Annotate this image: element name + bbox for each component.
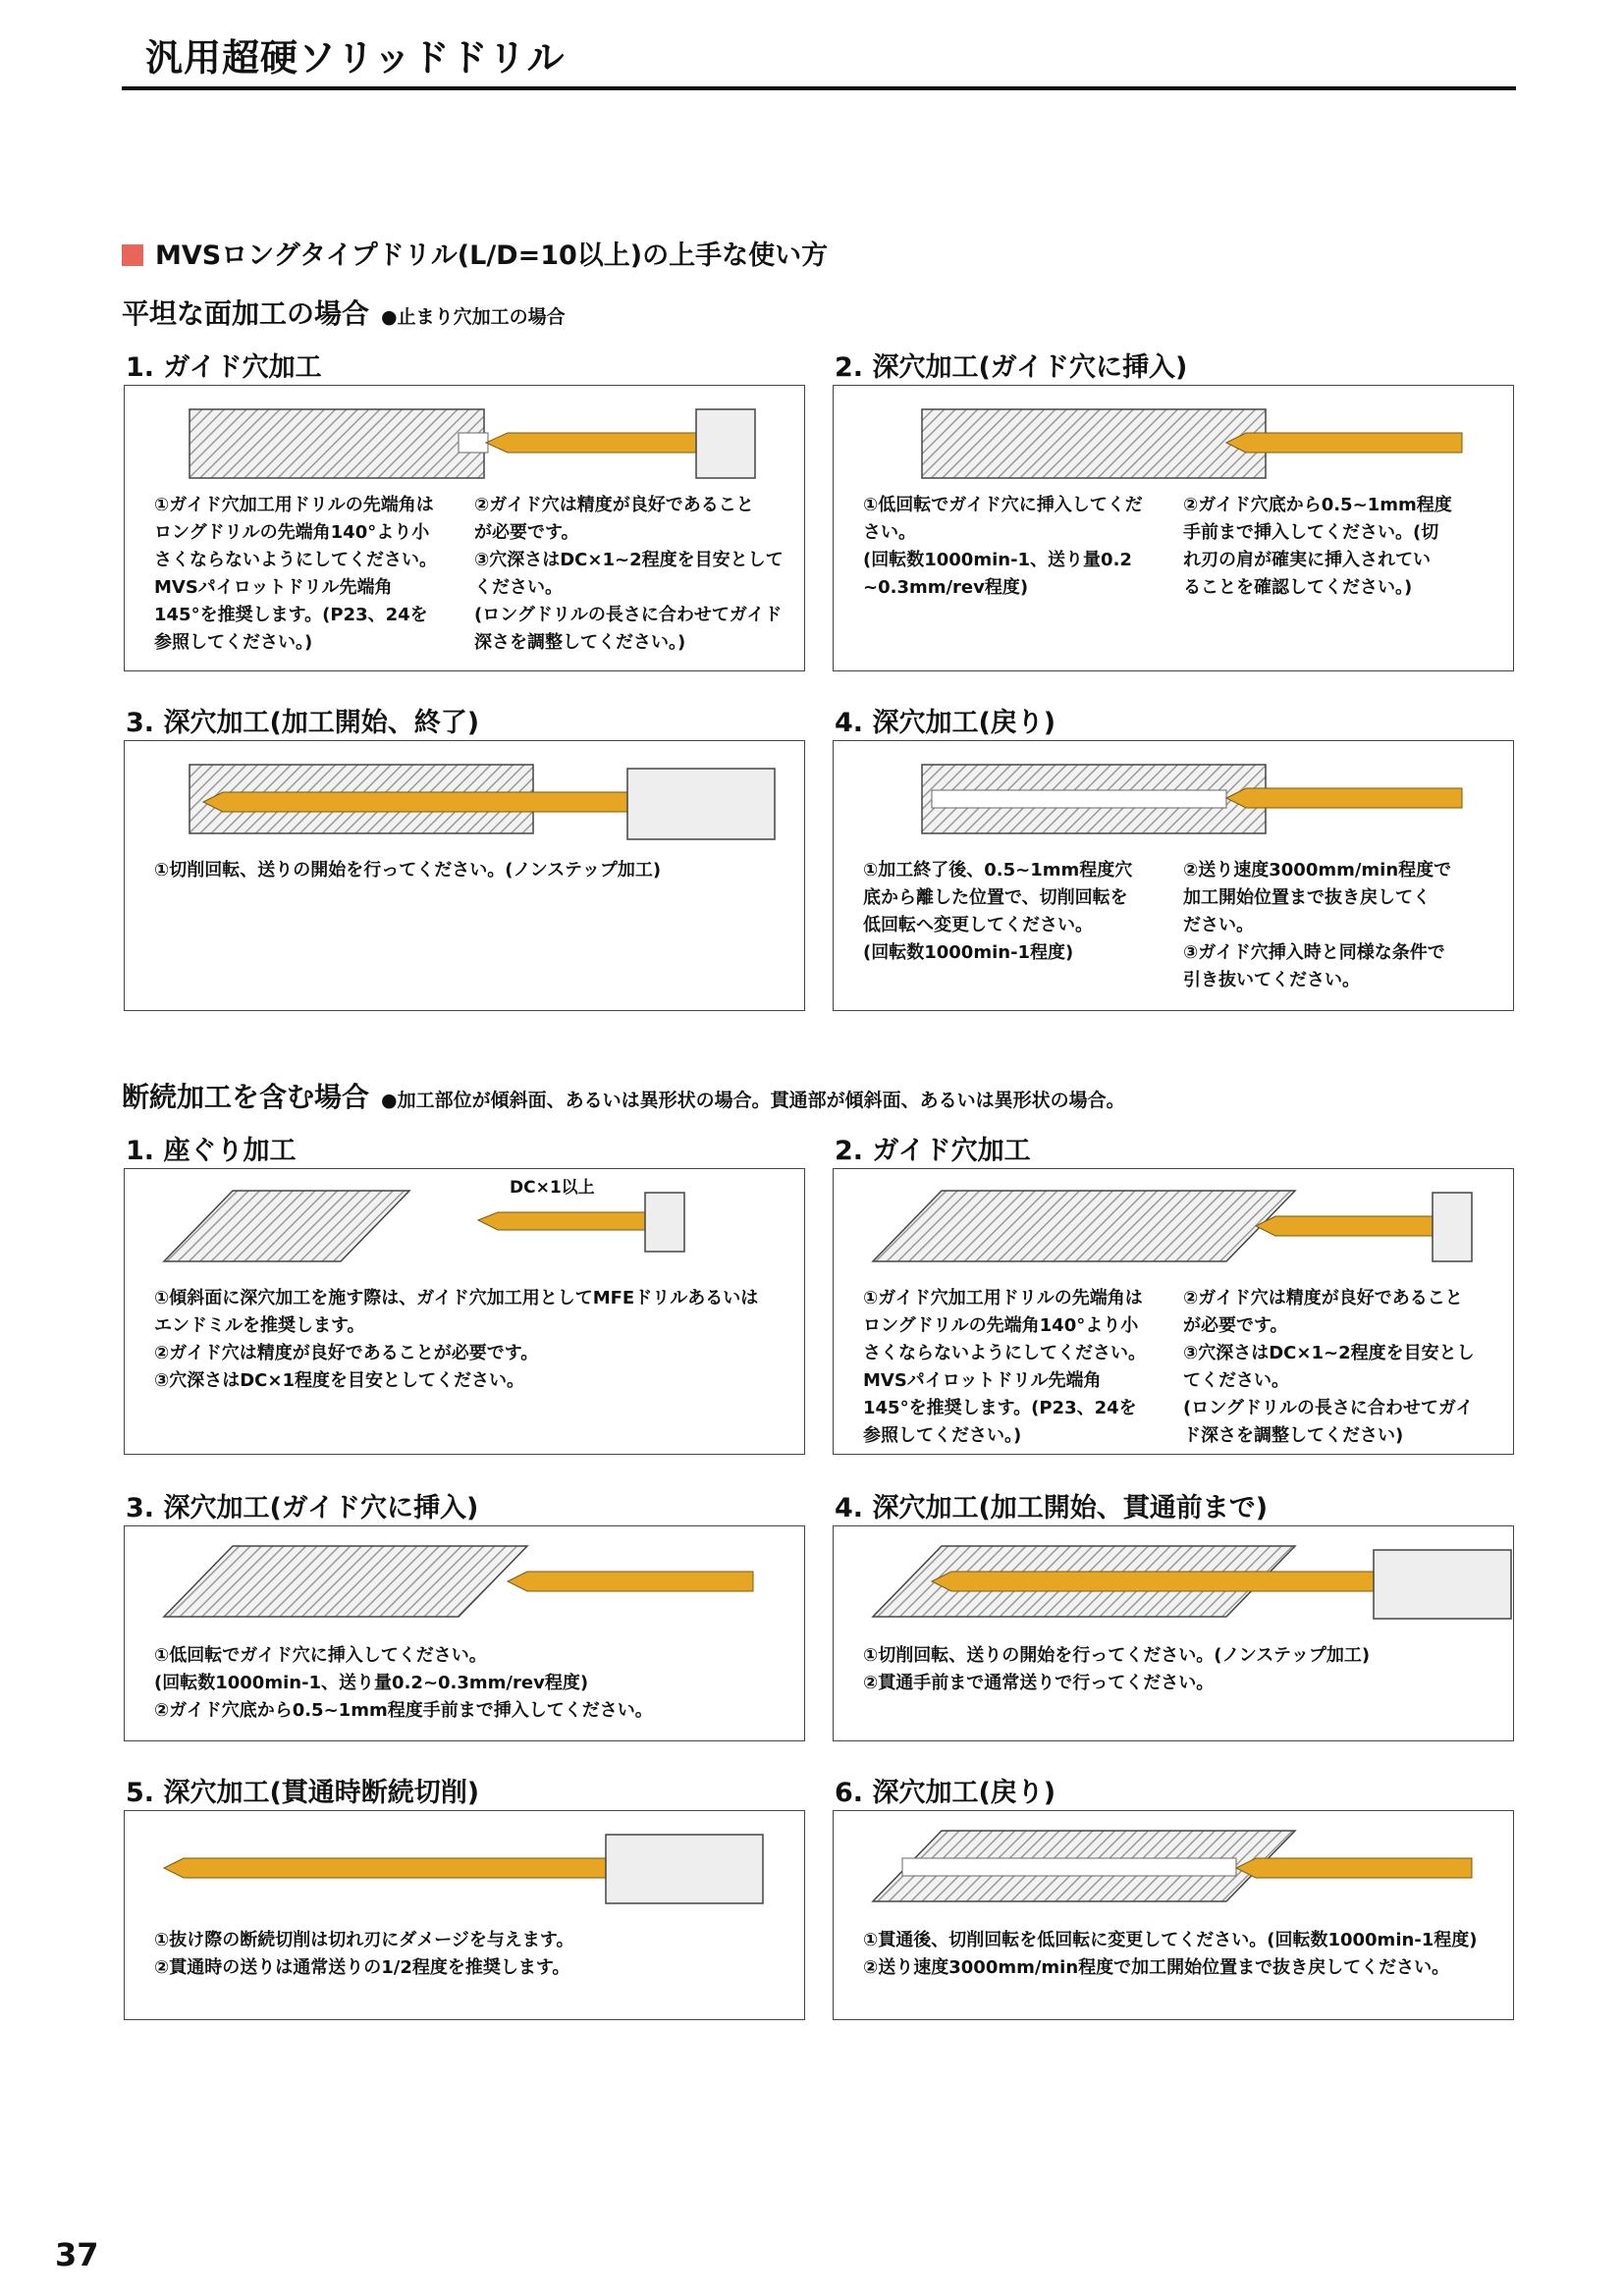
- flat-step-2-panel: [833, 385, 1514, 671]
- drill-body: [164, 1858, 616, 1878]
- drill-body: [1226, 788, 1462, 808]
- flat-step-4-left-note: ①加工終了後、0.5~1mm程度穴 底から離した位置で、切削回転を 低回転へ変更してください。 (回転数1000min-1程度): [863, 860, 1133, 963]
- int-step-3-note: ①低回転でガイド穴に挿入してください。 (回転数1000min-1、送り量0.2~0.3mm/rev程度) ②ガイド穴底から0.5~1mm程度手前まで挿入してください。: [154, 1645, 653, 1721]
- drill-holder: [1433, 1193, 1472, 1261]
- page-title: 汎用超硬ソリッドドリル: [145, 36, 566, 80]
- drill-body: [1236, 1858, 1472, 1878]
- case-flat-subtitle: ●止まり穴加工の場合: [381, 306, 566, 328]
- drill-body: [478, 1212, 655, 1230]
- flat-step-3-title: 3. 深穴加工(加工開始、終了): [126, 708, 480, 738]
- case-interrupted-heading: [122, 1076, 1125, 1115]
- int-step-5-note: ①抜け際の断続切削は切れ刃にダメージを与えます。 ②貫通時の送りは通常送りの1/2程度を推奨します。: [154, 1930, 574, 1978]
- int-step-3-title: 3. 深穴加工(ガイド穴に挿入): [126, 1493, 479, 1523]
- int-step-4-title: 4. 深穴加工(加工開始、貫通前まで): [835, 1493, 1269, 1523]
- int-step-2-panel: [833, 1168, 1514, 1455]
- drill-holder: [627, 769, 775, 839]
- int-step-3-figure: [125, 1526, 806, 1644]
- flat-step-1-right-note: ②ガイド穴は精度が良好であること が必要です。 ③穴深さはDC×1~2程度を目安として ください。 (ロングドリルの長さに合わせてガイド 深さを調整してください。): [474, 495, 784, 653]
- flat-step-2-title: 2. 深穴加工(ガイド穴に挿入): [835, 352, 1188, 383]
- flat-step-1-left-note: ①ガイド穴加工用ドリルの先端角は ロングドリルの先端角140°より小 さくならないようにしてください。 MVSパイロットドリル先端角 145°を推奨します。(P23、24を 参照してください。): [154, 495, 437, 653]
- workpiece-block: [922, 409, 1266, 478]
- sloped-workpiece: [164, 1546, 527, 1617]
- drill-body: [486, 433, 704, 453]
- section-marker-icon: [122, 244, 143, 266]
- int-step-3-panel: [124, 1525, 805, 1741]
- flat-step-2-right-note: ②ガイド穴底から0.5~1mm程度 手前まで挿入してください。(切 れ刃の肩が確実に挿入されてい ることを確認してください。): [1183, 495, 1452, 598]
- dc-depth-label: DC×1以上: [510, 1178, 595, 1198]
- drill-holder: [606, 1835, 763, 1903]
- int-step-5-figure: [125, 1811, 806, 1929]
- int-step-2-title: 2. ガイド穴加工: [835, 1136, 1031, 1166]
- int-step-1-panel: [124, 1168, 805, 1455]
- int-step-6-note: ①貫通後、切削回転を低回転に変更してください。(回転数1000min-1程度) ②送り速度3000mm/min程度で加工開始位置まで抜き戻してください。: [863, 1930, 1478, 1978]
- int-step-1-title: 1. 座ぐり加工: [126, 1136, 297, 1166]
- drilled-hole: [932, 790, 1226, 808]
- int-step-6-figure: [834, 1811, 1515, 1929]
- sloped-workpiece: [873, 1191, 1295, 1261]
- flat-step-4-title: 4. 深穴加工(戻り): [835, 708, 1056, 738]
- case-flat-title: 平坦な面加工の場合: [122, 297, 370, 330]
- int-step-5-title: 5. 深穴加工(貫通時断続切削): [126, 1778, 480, 1808]
- case-interrupted-title: 断続加工を含む場合: [122, 1081, 370, 1113]
- int-step-6-title: 6. 深穴加工(戻り): [835, 1778, 1056, 1808]
- drilled-hole: [902, 1858, 1236, 1876]
- int-step-1-note: ①傾斜面に深穴加工を施す際は、ガイド穴加工用としてMFEドリルあるいは エンドミルを推奨します。 ②ガイド穴は精度が良好であることが必要です。 ③穴深さはDC×1程度を目安としてください。: [154, 1288, 759, 1391]
- flat-step-4-right-note: ②送り速度3000mm/min程度で 加工開始位置まで抜き戻してく ださい。 ③ガイド穴挿入時と同様な条件で 引き抜いてください。: [1183, 860, 1452, 990]
- int-step-4-panel: [833, 1525, 1514, 1741]
- drill-body: [203, 792, 635, 812]
- workpiece-block: [189, 409, 484, 478]
- flat-step-1-title: 1. ガイド穴加工: [126, 352, 322, 383]
- case-interrupted-subtitle: ●加工部位が傾斜面、あるいは異形状の場合。貫通部が傾斜面、あるいは異形状の場合。: [381, 1090, 1125, 1111]
- int-step-2-left-note: ①ガイド穴加工用ドリルの先端角は ロングドリルの先端角140°より小 さくならないようにしてください。 MVSパイロットドリル先端角 145°を推奨します。(P23、24を 参照してください。): [863, 1288, 1146, 1446]
- int-step-4-figure: [834, 1526, 1515, 1644]
- flat-step-3-panel: [124, 740, 805, 1011]
- drill-body: [1226, 433, 1462, 453]
- drill-body: [932, 1572, 1383, 1591]
- int-step-4-note: ①切削回転、送りの開始を行ってください。(ノンステップ加工) ②貫通手前まで通常送りで行ってください。: [863, 1645, 1371, 1693]
- drill-holder: [645, 1193, 684, 1252]
- flat-step-4-panel: [833, 740, 1514, 1011]
- section-title: MVSロングタイプドリル(L/D=10以上)の上手な使い方: [155, 240, 829, 271]
- case-flat-heading: [122, 293, 566, 332]
- int-step-6-panel: [833, 1810, 1514, 2020]
- flat-step-1-panel: [124, 385, 805, 671]
- int-step-2-right-note: ②ガイド穴は精度が良好であること が必要です。 ③穴深さはDC×1~2程度を目安とし てください。 (ロングドリルの長さに合わせてガイ ド深さを調整してください): [1183, 1288, 1475, 1446]
- guide-hole: [459, 433, 488, 453]
- title-rule: [122, 86, 1516, 90]
- flat-step-3-note: ①切削回転、送りの開始を行ってください。(ノンステップ加工): [154, 860, 662, 881]
- flat-step-2-left-note: ①低回転でガイド穴に挿入してくだ さい。 (回転数1000min-1、送り量0.2 ~0.3mm/rev程度): [863, 495, 1143, 598]
- page-number: 37: [55, 2236, 99, 2273]
- drill-holder: [696, 409, 755, 478]
- drill-body: [1256, 1216, 1442, 1236]
- drill-holder: [1374, 1550, 1511, 1619]
- section-heading: [122, 234, 828, 272]
- drill-body: [508, 1572, 753, 1591]
- int-step-5-panel: [124, 1810, 805, 2020]
- sloped-workpiece: [164, 1191, 409, 1261]
